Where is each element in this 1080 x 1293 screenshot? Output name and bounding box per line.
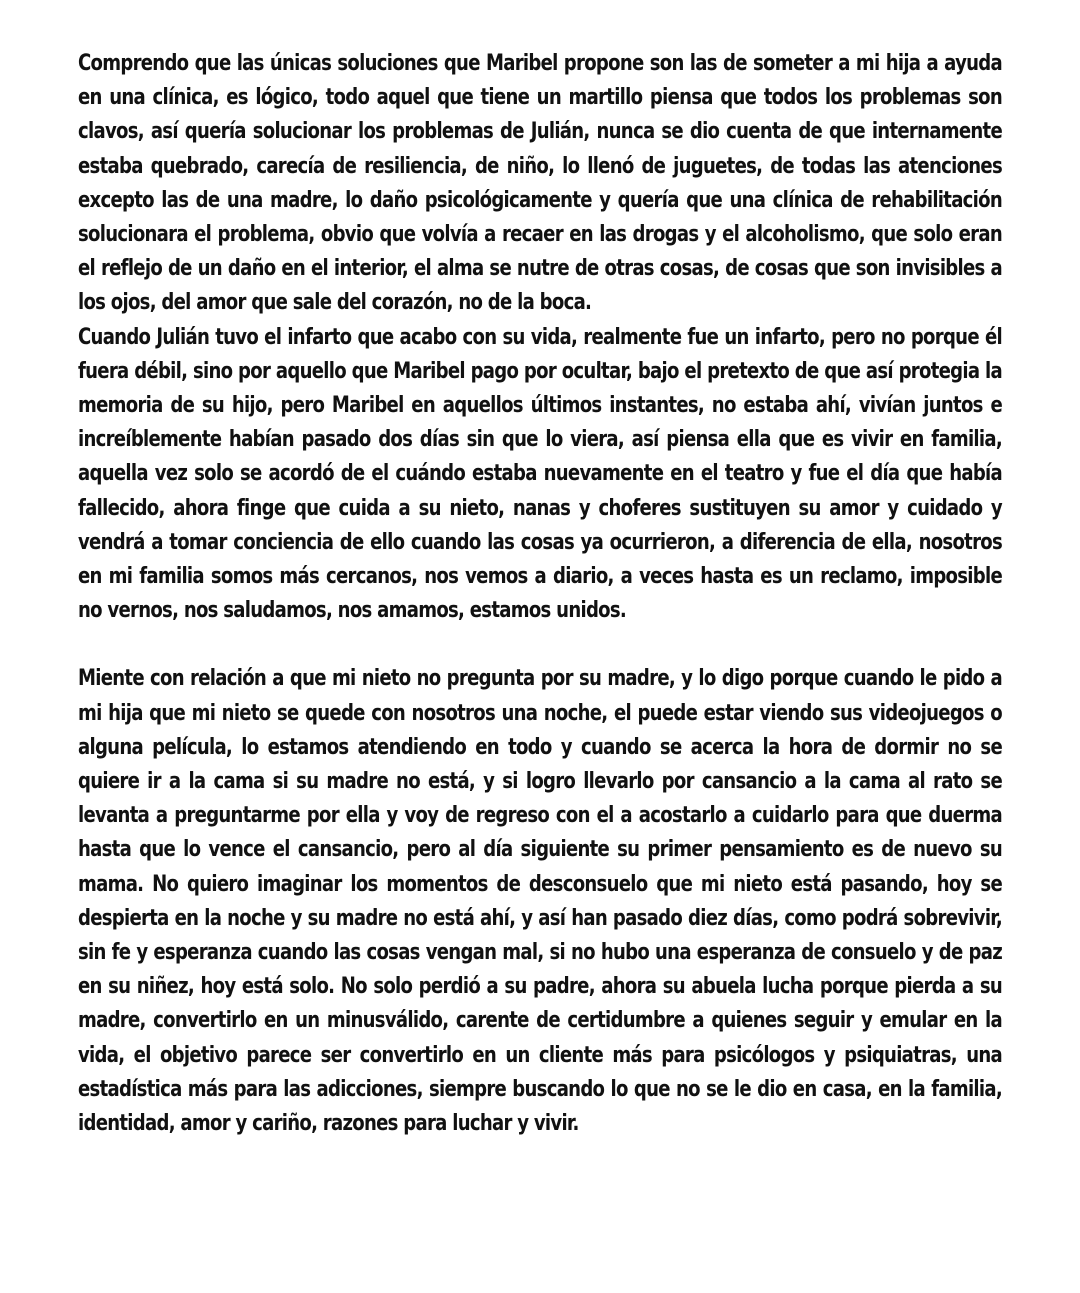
paragraph-3: Miente con relación a que mi nieto no pregunta por su madre, y lo digo porque cuando le pido a mi hija que mi nieto se quede con nosotros una noche, el puede estar viendo sus videojuegos o alguna película, lo estamos atendiendo en todo y cuando se acerca la hora de dormir no se quiere ir a la cama si su madre no está, y si logro llevarlo por cansancio a la cama al rato se levanta a preguntarme por ella y voy de regreso con el a acostarlo a cuidarlo para que duerma hasta que lo vence el cansancio, pero al día siguiente su primer pensamiento es de nuevo su mama. No quiero imaginar los momentos de desconsuelo que mi nieto está pasando, hoy se despierta en la noche y su madre no está ahí, y así han pasado diez días, como podrá sobrevivir, sin fe y esperanza cuando las cosas vengan mal, si no hubo una esperanza de consuelo y de paz en su niñez, hoy está solo. No solo perdió a su padre, ahora su abuela lucha porque pierda a su madre, convertirlo en un minusválido, carente de certidumbre a quienes seguir y emular en la vida, el objetivo parece ser convertirlo en un cliente más para psicólogos y psiquiatras, una estadística más para las adicciones, siempre buscando lo que no se le dio en casa, en la familia, identidad, amor y cariño, razones para luchar y vivir.	[78, 665, 1002, 1137]
paragraph-spacer	[78, 627, 1002, 661]
paragraph-1: Comprendo que las únicas soluciones que Maribel propone son las de someter a mi hija a ayuda en una clínica, es lógico, todo aquel que tiene un martillo piensa que todos los problemas son clavos, así quería solucionar los problemas de Julián, nunca se dio cuenta de que internamente estaba quebrado, carecía de resiliencia, de niño, lo llenó de juguetes, de todas las atenciones excepto las de una madre, lo daño psicológicamente y quería que una clínica de rehabilitación solucionara el problema, obvio que volvía a recaer en las drogas y el alcoholismo, que solo eran el reflejo de un daño en el interior, el alma se nutre de otras cosas, de cosas que son invisibles a los ojos, del amor que sale del corazón, no de la boca.	[78, 50, 1002, 316]
paragraph-2: Cuando Julián tuvo el infarto que acabo con su vida, realmente fue un infarto, pero no porque él fuera débil, sino por aquello que Maribel pago por ocultar, bajo el pretexto de que así protegia la memoria de su hijo, pero Maribel en aquellos últimos instantes, no estaba ahí, vivían juntos e increíblemente habían pasado dos días sin que lo viera, así piensa ella que es vivir en familia, aquella vez solo se acordó de el cuándo estaba nuevamente en el teatro y fue el día que había fallecido, ahora finge que cuida a su nieto, nanas y choferes sustituyen su amor y cuidado y vendrá a tomar conciencia de ello cuando las cosas ya ocurrieron, a diferencia de ella, nosotros en mi familia somos más cercanos, nos vemos a diario, a veces hasta es un reclamo, imposible no vernos, nos saludamos, nos amamos, estamos unidos.	[78, 323, 1002, 624]
document-body	[78, 46, 1002, 1140]
